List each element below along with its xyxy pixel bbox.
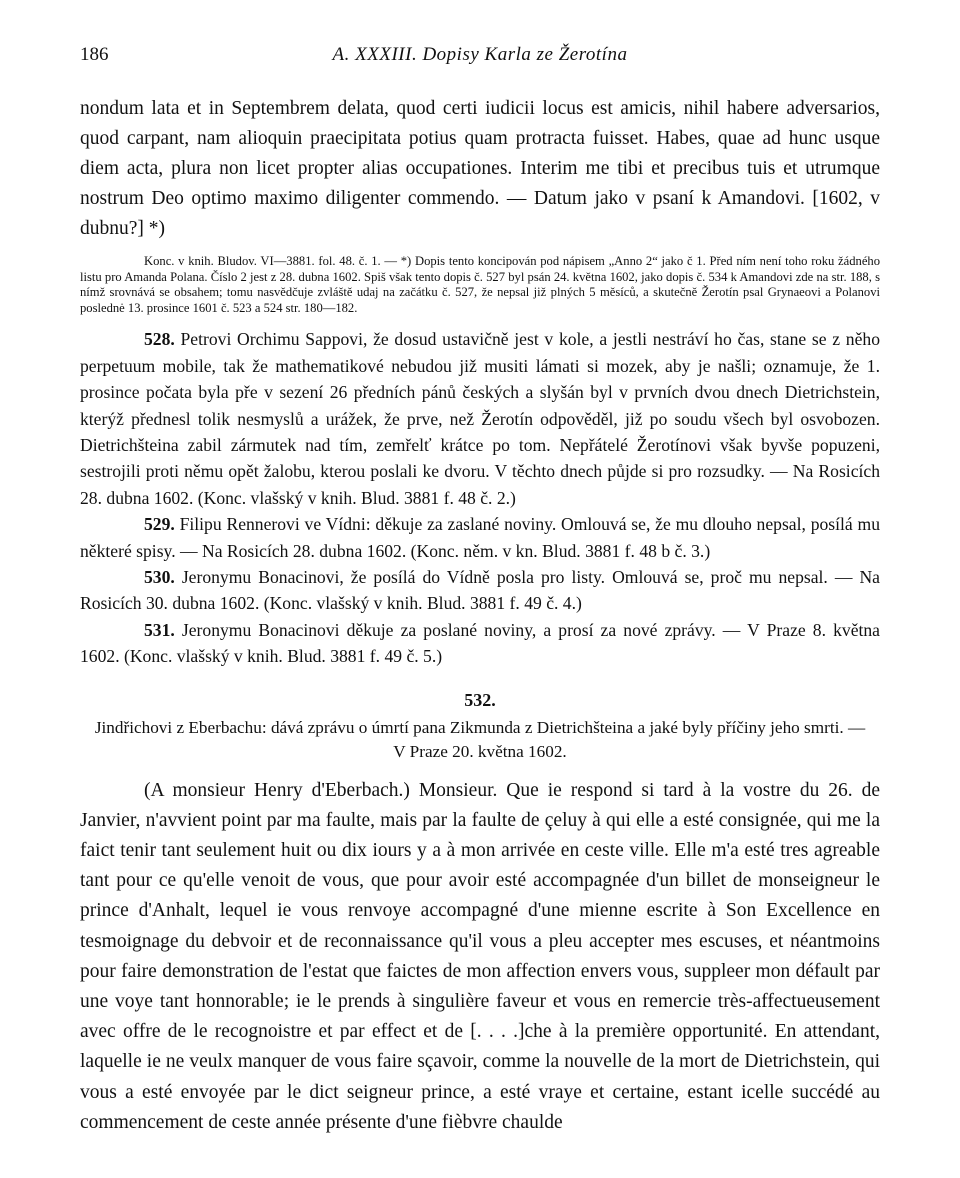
entry-number: 531. [144,619,175,640]
entry-number: 530. [144,567,175,588]
running-title: A. XXXIII. Dopisy Karla ze Žerotína [332,44,628,65]
entry-530 [80,564,880,617]
entry-text: Jeronymu Bonacinovi, že posílá do Vídně posla pro listy. Omlouvá se, proč mu nepsal. — Na Rosicích 30. dubna 1602. (Konc. vlašský v knih. Blud. 3881 f. 49 č. 4.) [80,567,880,614]
entry-text: Filipu Rennerovi ve Vídni: děkuje za zaslané noviny. Omlouvá se, že mu dlouho nepsal, posílá mu některé spisy. — Na Rosicích 28. dubna 1602. (Konc. něm. v kn. Blud. 3881 f. 48 b č. 3.) [80,514,880,561]
entry-528 [80,326,880,511]
entry-number: 528. [144,329,175,350]
entry-number: 529. [144,514,175,535]
section-number: 532. [464,689,496,710]
page-number: 186 [80,44,109,65]
letter-text: (A monsieur Henry d'Eberbach.) Monsieur. Que ie respond si tard à la vostre du 26. de Janvier, n'avvient point par ma faulte, mais par la faulte de çeluy à qui elle a esté consignée, qui me la faict tenir tant seulement huit ou dix iours y a à mon arrivée en ceste ville. Elle m'a esté tres agreable tant pour ce qu'elle venoit de vous, que pour avoir esté accompagnée d'un billet de monseigneur le prince d'Anhalt, lequel ie vous renvoye accompagné d'une mienne escrite à Son Excellence en tesmoignage du debvoir et de reconnaissance qu'il vous a pleu accepter mes escuses, et néantmoins pour faire demonstration de l'estat que faictes de mon affection envers vous, suppleer mon défault par une voye tant honnorable; ie le prends à singulière faveur et vous en remercie très-affectueusement avec offre de le recognoistre et par effect et de [. . . .]che à la première opportunité. En attendant, laquelle ie ne veulx manquer de vous faire sçavoir, comme la nouvelle de la mort de Dietrichstein, qui vous a esté envoyée par le dict seigneur prince, a esté vraye et certaine, estant icelle succédé au commencement de ceste année présente d'une fièbvre chaulde [80,779,880,1133]
entries-list [80,326,880,669]
entry-531 [80,617,880,670]
section-summary: Jindřichovi z Eberbachu: dává zprávu o úmrtí pana Zikmunda z Dietrichšteina a jaké byly příčiny jeho smrti. — V Praze 20. května 1602. [94,717,866,761]
main-text: nondum lata et in Septembrem delata, quod certi iudicii locus est amicis, nihil habere adversarios, quod carpant, nam alioquin praecipitata potius quam protracta fuisset. Habes, quae ad hunc usque diem acta, plura non licet propter alias occupationes. Interim me tibi et precibus tuis et utrumque nostrum Deo optimo maximo diligenter commendo. — Datum jako v psaní k Amandovi. [1602, v dubnu?] *) [80,98,880,239]
page-header [80,44,880,74]
entry-text: Jeronymu Bonacinovi děkuje za poslané noviny, a prosí za nové zprávy. — V Praze 8. května 1602. (Konc. vlašský v knih. Blud. 3881 f. 49 č. 5.) [80,619,880,667]
footnote: Konc. v knih. Bludov. VI—3881. fol. 48. č. 1. — *) Dopis tento koncipován pod nápisem „Anno 2“ jako č 1. Před ním není toho roku žádného listu pro Amanda Polana. Číslo 2 jest z 28. dubna 1602. Spiš však tento dopis č. 527 byl psán 24. května 1602, jako dopis č. 534 k Amandovi zde na str. 188, s nímž srovnává se obsahem; tomu nasvědčuje zvláště udaj na začátku č. 527, že nepsal již plných 5 měsíců, a skutečně Žerotín psal Grynaeovi a Polanovi poslednė 13. prosince 1601 č. 523 a 524 str. 180—182. [80,254,880,315]
entry-text: Petrovi Orchimu Sappovi, že dosud ustavičně jest v kole, a jestli nestráví ho čas, stane se z něho perpetuum mobile, tak že mathematikové nebudou již musiti lámati si mozek, aby je našli; oznamuje, že 1. prosince počata byla pře v sezení 26 předních pánů českých a slyšán byl v prvních dvou dnech Dietrichstein, kterýž přednesl tolik nesmyslů a urážek, že prve, než Žerotín odpověděl, již po soudu všech byl osvobozen. Dietrichšteina zabil zármutek nad tím, zemřelť krátce po tom. Nepřátelé Žerotínovi však byvše popuzeni, sestrojili proti němu opět žalobu, kterou poslali ke dvoru. V těchto dnech půjde si pro rozsudky. — Na Rosicích 28. dubna 1602. (Konc. vlašský v knih. Blud. 3881 f. 48 č. 2.) [80,329,880,508]
entry-529 [80,511,880,564]
